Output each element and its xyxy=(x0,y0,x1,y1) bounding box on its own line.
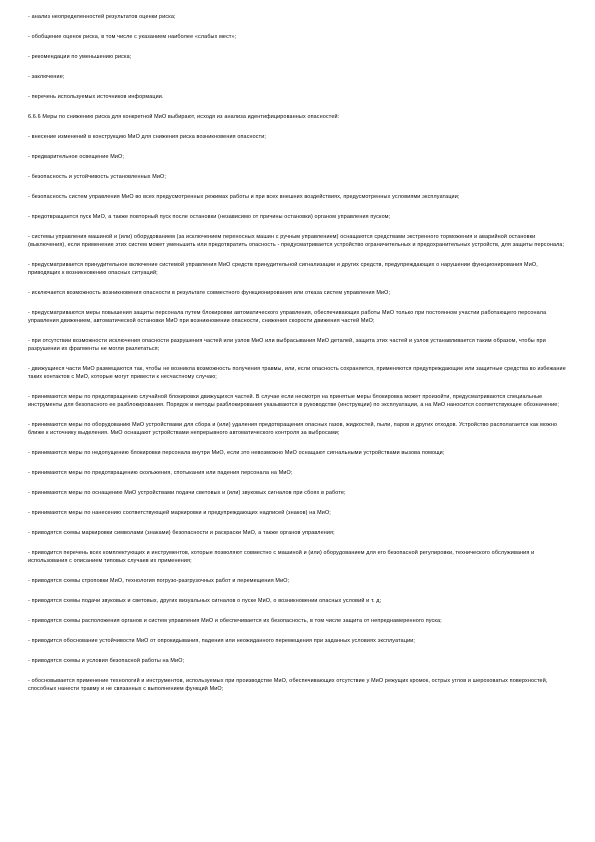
list-item-stability: - безопасность и устойчивость установленных МиО; xyxy=(28,174,167,180)
list-item-joint-failure: - исключается возможность возникновения опасности в результате совместного функционирования или отказа систем управления МиО; xyxy=(28,290,391,296)
list-item-risk-summary: - обобщение оценок риска, в том числе с указанием наиболее «слабых мест»; xyxy=(28,34,237,40)
list-item-personnel-blocking: - принимаются меры по недопущению блокировки персонала внутри МиО, если это невозможно МиО оснащают сигнальными устройствами вызова помощи; xyxy=(28,450,445,456)
list-item-control-safety: - безопасность систем управления МиО во всех предусмотренных режимах работы и при всех внешних воздействиях, предусмотренных условиями эксплуатации; xyxy=(28,194,460,200)
list-item-emergency-stop: - системы управления машиной и (или) оборудованием (за исключением переносных машин с ручным управлением) оснащаются средствами экстренного торможения и аварийной остановки (выключения), если применение этих систем может уменьшить или предотвратить опасность - предусматривается устройство ограничительных и предохранительных устройств, для защиты персонала; xyxy=(28,234,565,248)
list-item-sources: - перечень используемых источников информации. xyxy=(28,94,164,100)
list-item-forced-signaling: - предусматривается принудительное включение системой управления МиО средств принудительной сигнализации и других средств, предупреждающих о нарушении функционирования МиО, приводящих к возникновению опасных ситуаций; xyxy=(28,262,538,276)
list-item-uncertainty-analysis: - анализ неопределенностей результатов оценки риска; xyxy=(28,14,176,20)
list-item-accidental-blocking: - принимаются меры по предотвращению случайной блокировки движущихся частей. В случае если несмотря на принятые меры блокировка может произойти, предусматриваются специальные инструменты для безопасного ее разблокирования. Порядок и методы разблокирования указываются в руководстве (инструкции) по эксплуатации, а на МиО наносится соответствующее обозначение; xyxy=(28,394,560,408)
list-item-stability-justification: - приводится обоснование устойчивости МиО от опрокидывания, падения или неожиданного перемещения при заданных условиях эксплуатации; xyxy=(28,638,416,644)
list-item-conclusion: - заключение; xyxy=(28,74,65,80)
section-6-6-6-intro: 6.6.6 Меры по снижению риска для конкретной МиО выбирают, исходя из анализа идентифицированных опасностей: xyxy=(28,114,340,120)
list-item-control-layout: - приводятся схемы расположения органов и систем управления МиО и обеспечивается их безопасность, в том числе защита от непреднамеренного пуска; xyxy=(28,618,442,624)
list-item-safe-work-schemes: - приводятся схемы и условия безопасной работы на МиО; xyxy=(28,658,185,664)
list-item-design-changes: - внесение изменений в конструкцию МиО для снижения риска возникновения опасности; xyxy=(28,134,267,140)
list-item-moving-parts: - движущиеся части МиО размещаются так, чтобы не возникла возможность получения травмы, или, если опасность сохраняется, применяются предупреждающие или защитные средства во избежание таких контактов с МиО, которые могут привести к несчастному случаю; xyxy=(28,366,566,380)
list-item-safety-symbols: - приводятся схемы маркировки символами (знаками) безопасности и раскраски МиО, а также органов управления; xyxy=(28,530,335,536)
list-item-start-prevention: - предотвращается пуск МиО, а также повторный пуск после остановки (независимо от причины остановки) органом управления пуском; xyxy=(28,214,391,220)
list-item-technology-justification: - обосновывается применение технологий и инструментов, используемых при производстве МиО, обеспечивающих отсутствие у МиО режущих кромок, острых углов и шероховатых поверхностей, способных нанести травму и не связанных с выполнением функций МиО; xyxy=(28,678,548,692)
list-item-signal-schemes: - приводятся схемы подачи звуковых и световых, других визуальных сигналов о пуске МиО, о возникновении опасных условий и т. д; xyxy=(28,598,382,604)
list-item-pre-lighting: - предварительное освещение МиО; xyxy=(28,154,125,160)
list-item-slinging-schemes: - приводятся схемы строповки МиО, технология погрузо-разгрузочных работ и перемещения МиО; xyxy=(28,578,290,584)
list-item-fragment-protection: - при отсутствии возможности исключения опасности разрушения частей или узлов МиО или выбрасывания МиО деталей, защита этих частей и узлов устанавливается таким образом, чтобы при разрушении их фрагменты не могли разлетаться; xyxy=(28,338,546,352)
list-item-marking: - принимаются меры по нанесению соответствующей маркировки и предупреждающих надписей (знаков) на МиО; xyxy=(28,510,331,516)
list-item-components-list: - приводится перечень всех комплектующих и инструментов, которые позволяют совместно с машиной и (или) оборудованием для его безопасной регулировки, технического обслуживания и использования с описанием типовых случаев их применения; xyxy=(28,550,535,564)
list-item-recommendations: - рекомендации по уменьшению риска; xyxy=(28,54,132,60)
list-item-blocking-protection: - предусматриваются меры повышения защиты персонала путем блокировки автоматического управления, обеспечивающих работы МиО только при постоянном участии работающего персонала управления движением, автоматической остановки МиО при возникновении опасности, снижения скорости движения частей МиО; xyxy=(28,310,547,324)
list-item-slip-prevention: - принимаются меры по предотвращению скольжения, спотыкания или падения персонала на МиО; xyxy=(28,470,293,476)
list-item-failure-signals: - принимаются меры по оснащению МиО устройствами подачи световых и (или) звуковых сигналов при сбоях в работе; xyxy=(28,490,346,496)
list-item-waste-removal: - принимаются меры по оборудованию МиО устройствами для сбора и (или) удаления предотвращения опасных газов, жидкостей, пыли, паров и других отходов. Устройство располагается как можно ближе к источнику выделения. МиО оснащают устройствами непрерывного автоматического контроля за выбросами; xyxy=(28,422,558,436)
